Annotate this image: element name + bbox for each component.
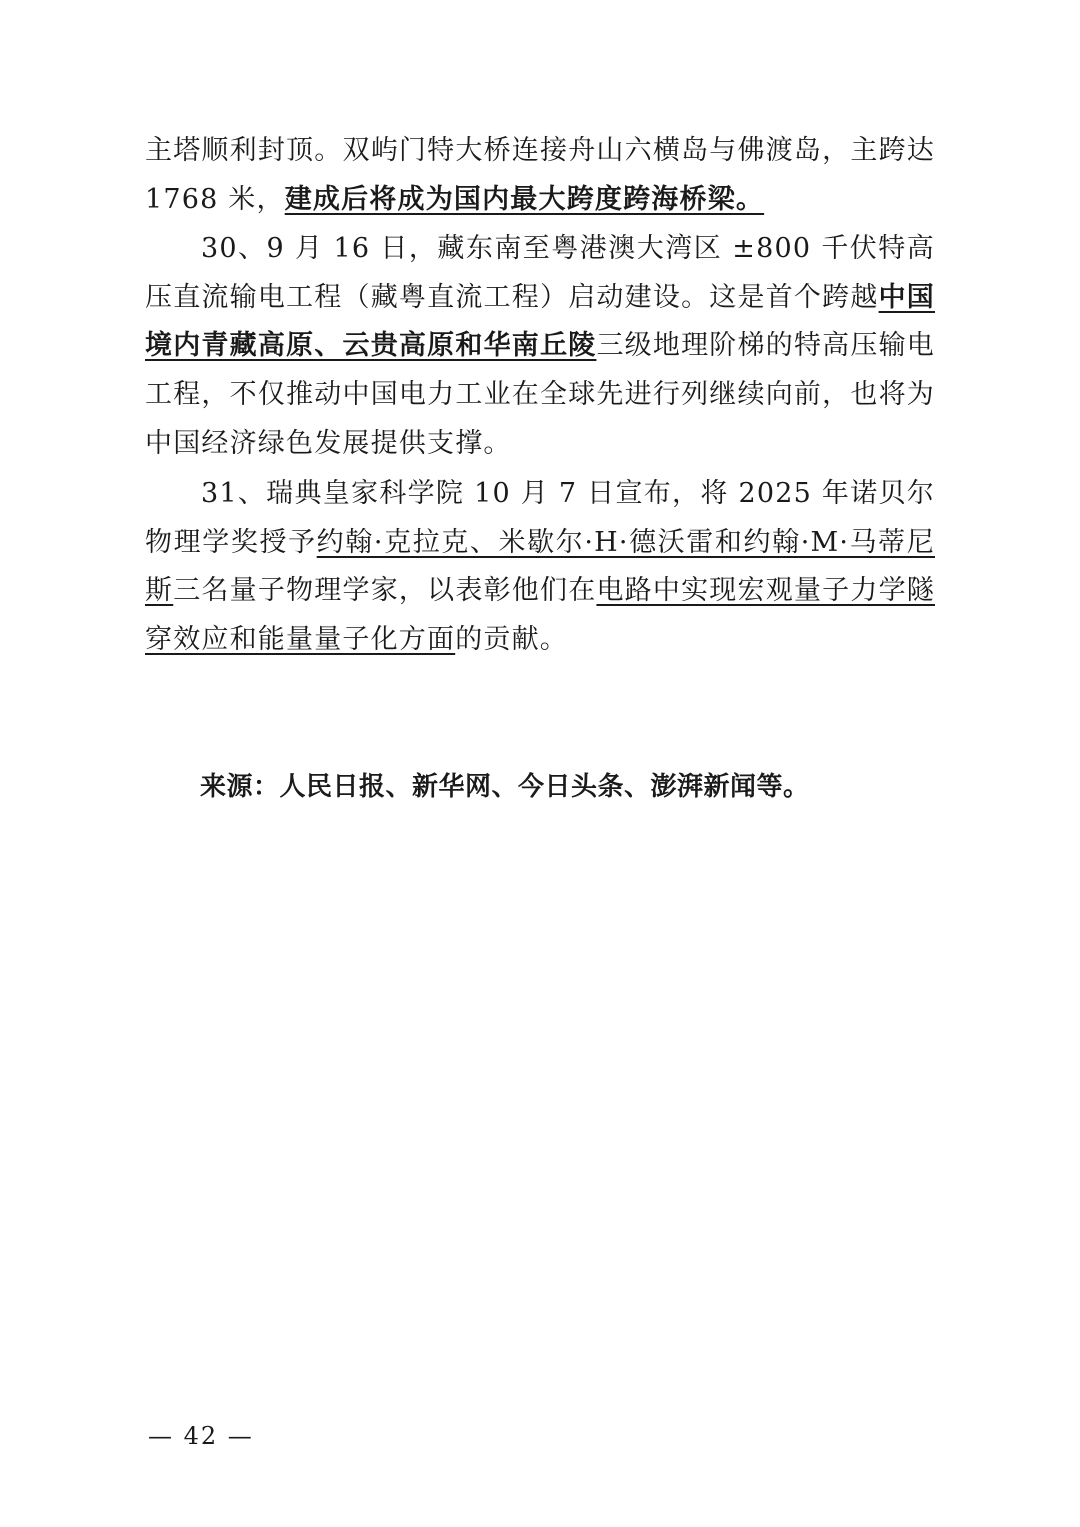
paragraph-text: 三名量子物理学家，以表彰他们在 — [173, 575, 597, 607]
underlined-text: 电路中实现宏观量子力学隧穿效应和能量量子化方面 — [145, 575, 935, 656]
paragraph-shuangyumen-bridge — [145, 127, 935, 224]
paragraph-nobel-physics — [145, 470, 935, 665]
paragraph-text: 31、瑞典皇家科学院 10 月 7 日宣布，将 2025 年诺贝尔物理学奖授予 — [145, 478, 935, 558]
paragraph-text: 主塔顺利封顶。双屿门特大桥连接舟山六横岛与佛渡岛，主跨达 1768 米， — [145, 135, 935, 215]
underlined-text: 中国境内青藏高原、云贵高原和华南丘陵 — [145, 281, 935, 362]
underlined-text: 建成后将成为国内最大跨度跨海桥梁。 — [284, 183, 765, 215]
paragraph-text: 30、9 月 16 日，藏东南至粤港澳大湾区 ±800 千伏特高压直流输电工程（藏粤直流工程）启动建设。这是首个跨越 — [145, 233, 935, 313]
page-number: — 42 — — [148, 1422, 254, 1450]
paragraph-uhv-transmission — [145, 225, 935, 469]
paragraph-text: 三级地理阶梯的特高压输电工程，不仅推动中国电力工业在全球先进行列继续向前，也将为中国经济绿色发展提供支撑。 — [145, 330, 935, 459]
paragraph-text: 的贡献。 — [455, 624, 569, 656]
source-line: 来源：人民日报、新华网、今日头条、澎湃新闻等。 — [200, 772, 810, 802]
underlined-text: 约翰·克拉克、米歇尔·H·德沃雷和约翰·M·马蒂尼斯 — [145, 526, 935, 607]
